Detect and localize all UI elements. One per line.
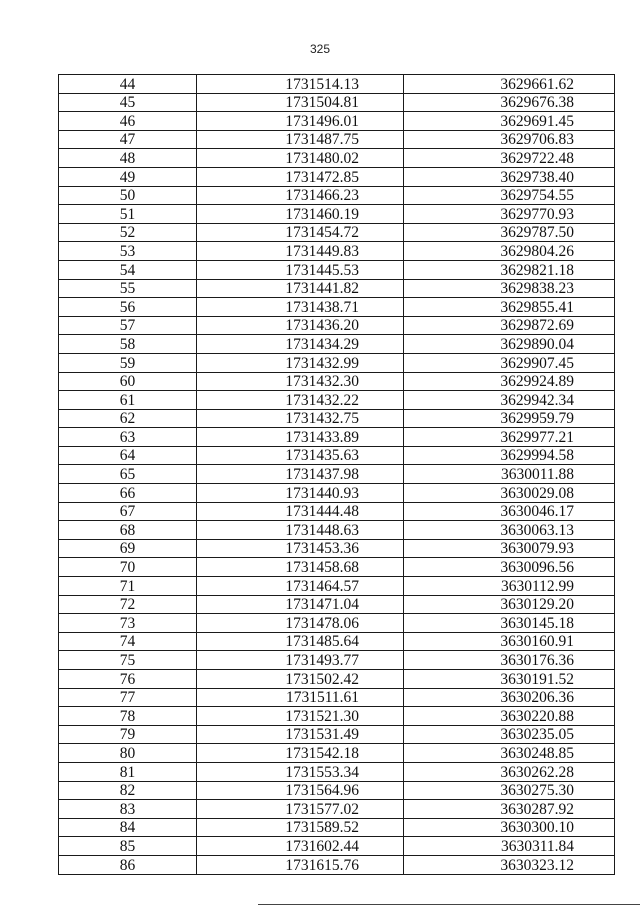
table-row bbox=[59, 465, 615, 484]
x-coordinate-cell: 1731493.77 bbox=[197, 651, 404, 670]
x-coordinate-cell: 1731514.13 bbox=[197, 75, 404, 94]
table-row bbox=[59, 149, 615, 168]
table-row bbox=[59, 539, 615, 558]
y-coordinate-cell: 3629959.79 bbox=[404, 409, 615, 428]
x-coordinate-cell: 1731577.02 bbox=[197, 800, 404, 819]
y-coordinate-cell: 3630191.52 bbox=[404, 670, 615, 689]
point-number-cell: 82 bbox=[59, 781, 197, 800]
x-coordinate-cell: 1731432.99 bbox=[197, 353, 404, 372]
point-number-cell: 55 bbox=[59, 279, 197, 298]
x-coordinate-cell: 1731448.63 bbox=[197, 521, 404, 540]
y-coordinate-cell: 3630248.85 bbox=[404, 744, 615, 763]
x-coordinate-cell: 1731480.02 bbox=[197, 149, 404, 168]
point-number-cell: 74 bbox=[59, 632, 197, 651]
y-coordinate-cell: 3629942.34 bbox=[404, 391, 615, 410]
table-row bbox=[59, 223, 615, 242]
x-coordinate-cell: 1731432.30 bbox=[197, 372, 404, 391]
point-number-cell: 48 bbox=[59, 149, 197, 168]
y-coordinate-cell: 3630300.10 bbox=[404, 818, 615, 837]
point-number-cell: 61 bbox=[59, 391, 197, 410]
y-coordinate-cell: 3629994.58 bbox=[404, 446, 615, 465]
point-number-cell: 69 bbox=[59, 539, 197, 558]
y-coordinate-cell: 3629977.21 bbox=[404, 428, 615, 447]
table-row bbox=[59, 800, 615, 819]
point-number-cell: 81 bbox=[59, 762, 197, 781]
x-coordinate-cell: 1731564.96 bbox=[197, 781, 404, 800]
point-number-cell: 72 bbox=[59, 595, 197, 614]
table-row bbox=[59, 577, 615, 596]
table-row bbox=[59, 298, 615, 317]
table-row bbox=[59, 279, 615, 298]
point-number-cell: 80 bbox=[59, 744, 197, 763]
table-row bbox=[59, 595, 615, 614]
table-row bbox=[59, 818, 615, 837]
x-coordinate-cell: 1731466.23 bbox=[197, 186, 404, 205]
y-coordinate-cell: 3629676.38 bbox=[404, 93, 615, 112]
point-number-cell: 52 bbox=[59, 223, 197, 242]
y-coordinate-cell: 3630129.20 bbox=[404, 595, 615, 614]
x-coordinate-cell: 1731460.19 bbox=[197, 205, 404, 224]
y-coordinate-cell: 3629691.45 bbox=[404, 112, 615, 131]
y-coordinate-cell: 3630145.18 bbox=[404, 614, 615, 633]
point-number-cell: 83 bbox=[59, 800, 197, 819]
x-coordinate-cell: 1731432.22 bbox=[197, 391, 404, 410]
y-coordinate-cell: 3630176.36 bbox=[404, 651, 615, 670]
point-number-cell: 58 bbox=[59, 335, 197, 354]
y-coordinate-cell: 3630079.93 bbox=[404, 539, 615, 558]
point-number-cell: 44 bbox=[59, 75, 197, 94]
point-number-cell: 75 bbox=[59, 651, 197, 670]
point-number-cell: 67 bbox=[59, 502, 197, 521]
table-row bbox=[59, 446, 615, 465]
point-number-cell: 60 bbox=[59, 372, 197, 391]
table-row bbox=[59, 391, 615, 410]
y-coordinate-cell: 3629787.50 bbox=[404, 223, 615, 242]
y-coordinate-cell: 3630287.92 bbox=[404, 800, 615, 819]
point-number-cell: 78 bbox=[59, 707, 197, 726]
y-coordinate-cell: 3629855.41 bbox=[404, 298, 615, 317]
point-number-cell: 73 bbox=[59, 614, 197, 633]
table-row bbox=[59, 75, 615, 94]
page-number: 325 bbox=[309, 42, 331, 56]
x-coordinate-cell: 1731453.36 bbox=[197, 539, 404, 558]
table-row bbox=[59, 205, 615, 224]
y-coordinate-cell: 3629661.62 bbox=[404, 75, 615, 94]
table-row bbox=[59, 558, 615, 577]
point-number-cell: 59 bbox=[59, 353, 197, 372]
table-row bbox=[59, 186, 615, 205]
point-number-cell: 51 bbox=[59, 205, 197, 224]
y-coordinate-cell: 3630046.17 bbox=[404, 502, 615, 521]
y-coordinate-cell: 3630220.88 bbox=[404, 707, 615, 726]
table-row bbox=[59, 130, 615, 149]
table-row bbox=[59, 112, 615, 131]
table-row bbox=[59, 688, 615, 707]
y-coordinate-cell: 3629706.83 bbox=[404, 130, 615, 149]
point-number-cell: 49 bbox=[59, 167, 197, 186]
table-row bbox=[59, 855, 615, 874]
x-coordinate-cell: 1731441.82 bbox=[197, 279, 404, 298]
y-coordinate-cell: 3629754.55 bbox=[404, 186, 615, 205]
y-coordinate-cell: 3630112.99 bbox=[404, 577, 615, 596]
table-row bbox=[59, 521, 615, 540]
x-coordinate-cell: 1731485.64 bbox=[197, 632, 404, 651]
table-row bbox=[59, 242, 615, 261]
coordinates-table bbox=[58, 74, 615, 875]
x-coordinate-cell: 1731496.01 bbox=[197, 112, 404, 131]
point-number-cell: 62 bbox=[59, 409, 197, 428]
x-coordinate-cell: 1731437.98 bbox=[197, 465, 404, 484]
point-number-cell: 63 bbox=[59, 428, 197, 447]
table-row bbox=[59, 372, 615, 391]
x-coordinate-cell: 1731444.48 bbox=[197, 502, 404, 521]
point-number-cell: 47 bbox=[59, 130, 197, 149]
table-row bbox=[59, 632, 615, 651]
table-row bbox=[59, 707, 615, 726]
point-number-cell: 84 bbox=[59, 818, 197, 837]
point-number-cell: 54 bbox=[59, 260, 197, 279]
point-number-cell: 65 bbox=[59, 465, 197, 484]
coordinates-table-body bbox=[59, 75, 615, 875]
table-row bbox=[59, 484, 615, 503]
x-coordinate-cell: 1731471.04 bbox=[197, 595, 404, 614]
table-row bbox=[59, 167, 615, 186]
point-number-cell: 76 bbox=[59, 670, 197, 689]
x-coordinate-cell: 1731615.76 bbox=[197, 855, 404, 874]
table-row bbox=[59, 744, 615, 763]
x-coordinate-cell: 1731531.49 bbox=[197, 725, 404, 744]
point-number-cell: 77 bbox=[59, 688, 197, 707]
point-number-cell: 66 bbox=[59, 484, 197, 503]
x-coordinate-cell: 1731440.93 bbox=[197, 484, 404, 503]
y-coordinate-cell: 3629821.18 bbox=[404, 260, 615, 279]
y-coordinate-cell: 3630063.13 bbox=[404, 521, 615, 540]
x-coordinate-cell: 1731502.42 bbox=[197, 670, 404, 689]
x-coordinate-cell: 1731434.29 bbox=[197, 335, 404, 354]
table-row bbox=[59, 260, 615, 279]
x-coordinate-cell: 1731438.71 bbox=[197, 298, 404, 317]
point-number-cell: 57 bbox=[59, 316, 197, 335]
x-coordinate-cell: 1731478.06 bbox=[197, 614, 404, 633]
x-coordinate-cell: 1731472.85 bbox=[197, 167, 404, 186]
x-coordinate-cell: 1731454.72 bbox=[197, 223, 404, 242]
y-coordinate-cell: 3630262.28 bbox=[404, 762, 615, 781]
x-coordinate-cell: 1731436.20 bbox=[197, 316, 404, 335]
table-row bbox=[59, 502, 615, 521]
y-coordinate-cell: 3630011.88 bbox=[404, 465, 615, 484]
y-coordinate-cell: 3629770.93 bbox=[404, 205, 615, 224]
table-row bbox=[59, 651, 615, 670]
x-coordinate-cell: 1731553.34 bbox=[197, 762, 404, 781]
y-coordinate-cell: 3630235.05 bbox=[404, 725, 615, 744]
point-number-cell: 85 bbox=[59, 837, 197, 856]
y-coordinate-cell: 3630311.84 bbox=[404, 837, 615, 856]
x-coordinate-cell: 1731487.75 bbox=[197, 130, 404, 149]
x-coordinate-cell: 1731432.75 bbox=[197, 409, 404, 428]
y-coordinate-cell: 3630323.12 bbox=[404, 855, 615, 874]
x-coordinate-cell: 1731449.83 bbox=[197, 242, 404, 261]
x-coordinate-cell: 1731464.57 bbox=[197, 577, 404, 596]
y-coordinate-cell: 3629804.26 bbox=[404, 242, 615, 261]
table-row bbox=[59, 409, 615, 428]
point-number-cell: 79 bbox=[59, 725, 197, 744]
x-coordinate-cell: 1731521.30 bbox=[197, 707, 404, 726]
y-coordinate-cell: 3629838.23 bbox=[404, 279, 615, 298]
point-number-cell: 45 bbox=[59, 93, 197, 112]
table-row bbox=[59, 725, 615, 744]
table-row bbox=[59, 837, 615, 856]
point-number-cell: 71 bbox=[59, 577, 197, 596]
point-number-cell: 70 bbox=[59, 558, 197, 577]
point-number-cell: 56 bbox=[59, 298, 197, 317]
y-coordinate-cell: 3630029.08 bbox=[404, 484, 615, 503]
table-row bbox=[59, 428, 615, 447]
y-coordinate-cell: 3629890.04 bbox=[404, 335, 615, 354]
y-coordinate-cell: 3629872.69 bbox=[404, 316, 615, 335]
y-coordinate-cell: 3629738.40 bbox=[404, 167, 615, 186]
table-row bbox=[59, 781, 615, 800]
point-number-cell: 86 bbox=[59, 855, 197, 874]
x-coordinate-cell: 1731445.53 bbox=[197, 260, 404, 279]
footer-rule bbox=[258, 904, 640, 905]
point-number-cell: 64 bbox=[59, 446, 197, 465]
point-number-cell: 68 bbox=[59, 521, 197, 540]
point-number-cell: 46 bbox=[59, 112, 197, 131]
y-coordinate-cell: 3630160.91 bbox=[404, 632, 615, 651]
x-coordinate-cell: 1731435.63 bbox=[197, 446, 404, 465]
x-coordinate-cell: 1731511.61 bbox=[197, 688, 404, 707]
table-row bbox=[59, 614, 615, 633]
table-row bbox=[59, 762, 615, 781]
x-coordinate-cell: 1731542.18 bbox=[197, 744, 404, 763]
y-coordinate-cell: 3630206.36 bbox=[404, 688, 615, 707]
x-coordinate-cell: 1731504.81 bbox=[197, 93, 404, 112]
y-coordinate-cell: 3629907.45 bbox=[404, 353, 615, 372]
x-coordinate-cell: 1731602.44 bbox=[197, 837, 404, 856]
table-row bbox=[59, 670, 615, 689]
x-coordinate-cell: 1731433.89 bbox=[197, 428, 404, 447]
table-row bbox=[59, 316, 615, 335]
x-coordinate-cell: 1731458.68 bbox=[197, 558, 404, 577]
table-row bbox=[59, 93, 615, 112]
y-coordinate-cell: 3629924.89 bbox=[404, 372, 615, 391]
y-coordinate-cell: 3630096.56 bbox=[404, 558, 615, 577]
y-coordinate-cell: 3629722.48 bbox=[404, 149, 615, 168]
table-row bbox=[59, 353, 615, 372]
table-row bbox=[59, 335, 615, 354]
point-number-cell: 50 bbox=[59, 186, 197, 205]
x-coordinate-cell: 1731589.52 bbox=[197, 818, 404, 837]
point-number-cell: 53 bbox=[59, 242, 197, 261]
y-coordinate-cell: 3630275.30 bbox=[404, 781, 615, 800]
